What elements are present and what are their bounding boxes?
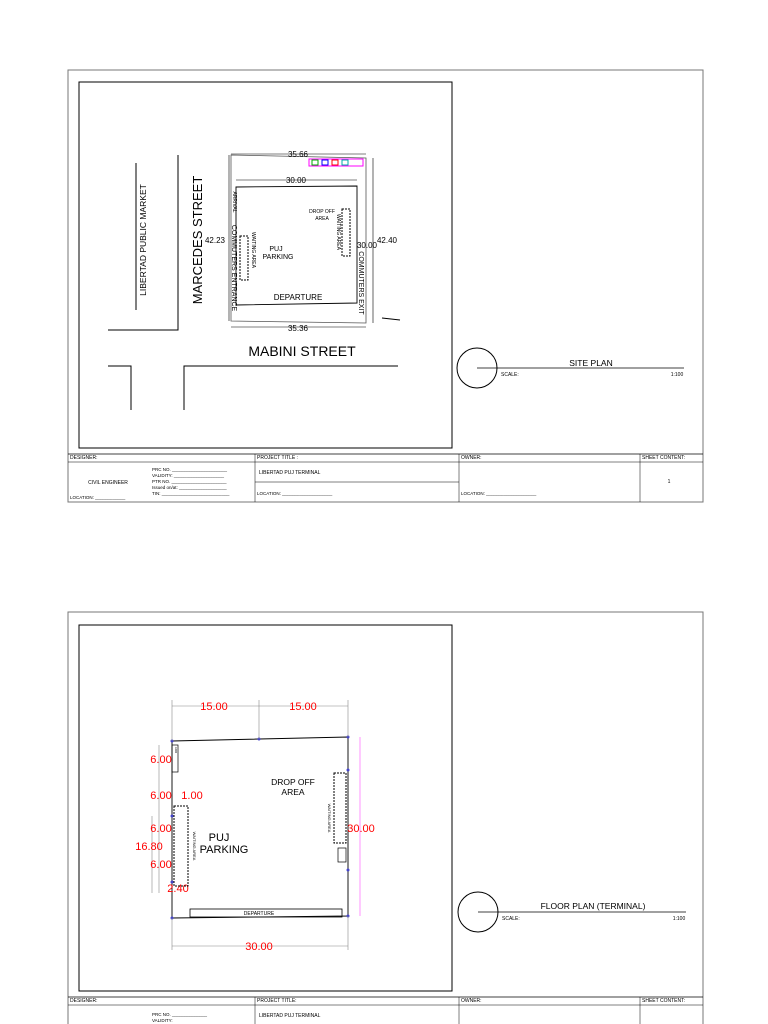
sheet-site-plan (68, 70, 703, 502)
market-label: LIBERTAD PUBLIC MARKET (138, 184, 148, 296)
street-bottom-label: MABINI STREET (248, 343, 356, 359)
arrival-box-label: ARR (174, 746, 178, 754)
tb-project-title: PROJECT TITLE : (257, 455, 298, 461)
tb-location-owner: LOCATION: ____________________ (461, 491, 537, 496)
waiting-area-left-label: WAITING AREA (250, 232, 256, 268)
floor-puj-line1: PUJ (208, 832, 230, 844)
seats-right-block (334, 773, 346, 843)
tb-sheet-content: SHEET CONTENT: (642, 455, 685, 461)
puj-parking-line1: PUJ (269, 246, 283, 253)
dim2-right: 30.00 (347, 823, 375, 835)
sheet2-title: FLOOR PLAN (TERMINAL) (540, 901, 646, 911)
dim2-6d: 6.00 (150, 859, 172, 871)
dim2-16: 16.80 (135, 841, 163, 853)
dim2-6a: 6.00 (150, 754, 172, 766)
plan-nodes (171, 736, 350, 920)
sheet-title: SITE PLAN (569, 358, 613, 368)
tb2-designer: DESIGNER: (70, 998, 98, 1004)
tb2-validity: VALIDITY: (152, 1018, 173, 1023)
tb-location-mid: LOCATION: ____________________ (257, 491, 333, 496)
tb2-project-title: PROJECT TITLE: (257, 998, 297, 1004)
seats-left (240, 236, 248, 280)
seats-left-block (174, 806, 188, 886)
tb2-project-name: LIBERTAD PUJ TERMINAL (259, 1013, 321, 1019)
drop-off-line2: AREA (315, 216, 329, 222)
dim2-6b: 6.00 (150, 790, 172, 802)
sheet2-border (68, 612, 703, 1024)
dim-top-outer: 35.66 (287, 150, 309, 159)
top-strip-element (309, 159, 363, 166)
dim2-6c: 6.00 (150, 823, 172, 835)
tb-owner: OWNER: (461, 455, 482, 461)
commuters-entrance-label: COMMUTERS ENTRANCE (230, 224, 237, 312)
tb-designer: DESIGNER: (70, 455, 98, 461)
sheet-floor-plan (68, 612, 703, 1024)
tb-prc: PRC NO. ______________________ (152, 467, 228, 472)
sheet2-scale-label: SCALE: (502, 916, 520, 922)
tb-sheet-no: 1 (667, 479, 671, 485)
commuters-exit-label: COMMUTERS EXIT (357, 251, 364, 315)
tb-tin: TIN: ___________________________ (152, 491, 230, 496)
floor-departure: DEPARTURE (243, 911, 275, 917)
seats-right (342, 209, 350, 256)
floor-drop-off-line1: DROP OFF (271, 777, 315, 787)
arrival-label: ARRIVAL (231, 191, 237, 213)
dim-right-inner: 30.00 (356, 241, 378, 250)
street-curb-right (382, 318, 400, 320)
dim-bottom: 35.36 (287, 324, 309, 333)
floor-puj-line2: PARKING (199, 844, 249, 856)
curb-bottom-left (108, 366, 131, 410)
scale-value: 1:100 (670, 372, 684, 378)
tb-project-name: LIBERTAD PUJ TERMINAL (259, 470, 321, 476)
dim-right-outer: 42.40 (376, 236, 398, 245)
curb-bottom-right (184, 366, 398, 410)
sheet2-scale-value: 1:100 (672, 916, 686, 922)
dim2-top-left: 15.00 (200, 701, 228, 713)
floor-drop-off-line2: AREA (281, 787, 305, 797)
waiting-area-right-label: WAITING AREA (335, 214, 341, 250)
dim2-1: 1.00 (181, 790, 203, 802)
puj-parking-line2: PARKING (262, 254, 294, 261)
departure-label: DEPARTURE (273, 293, 323, 302)
dim2-top-right: 15.00 (289, 701, 317, 713)
tb-civil-engineer: CIVIL ENGINEER (88, 480, 128, 486)
tb2-owner: OWNER: (461, 998, 482, 1004)
tb-validity: VALIDITY: ____________________ (152, 473, 224, 478)
dim2-240: 2.40 (167, 883, 189, 895)
tb-ptr: PTR NO. ______________________ (152, 479, 227, 484)
floor-outline (172, 737, 348, 918)
tb2-sheet-content: SHEET CONTENT: (642, 998, 685, 1004)
drop-off-line1: DROP OFF (309, 209, 335, 215)
drawing-frame (79, 82, 452, 448)
dim2-bottom: 30.00 (245, 941, 273, 953)
dim-top-inner: 30.00 (285, 176, 307, 185)
tb2-prc: PRC NO. ______________ (152, 1012, 208, 1017)
sheet-border (68, 70, 703, 502)
scale-label: SCALE: (501, 372, 519, 378)
dim-left: 42.23 (204, 236, 226, 245)
tb-location-left: LOCATION: ____________ (70, 495, 126, 500)
street-left-label: MARCEDES STREET (190, 175, 205, 305)
waiting-area-left: WAITING AREA (192, 831, 197, 861)
tb-issued: Issued on/at: ___________________ (152, 485, 227, 490)
drawing-frame-2 (79, 625, 452, 991)
waiting-area-right: WAITING AREA (327, 803, 332, 833)
right-bottom-box (338, 848, 346, 862)
